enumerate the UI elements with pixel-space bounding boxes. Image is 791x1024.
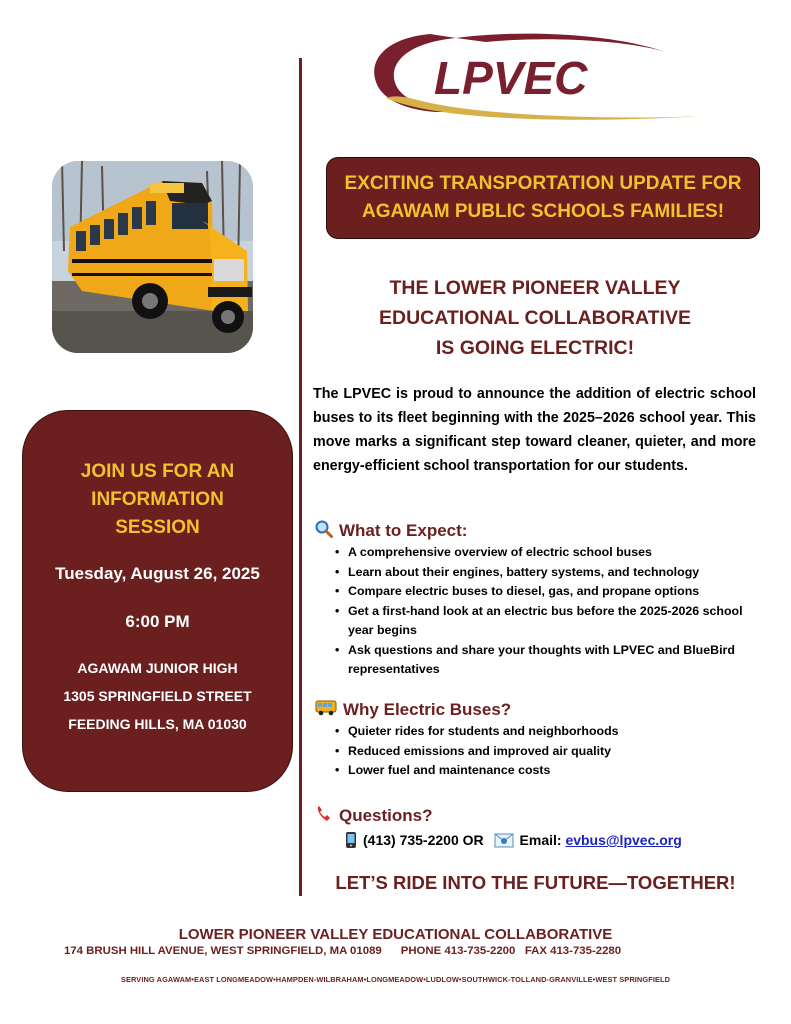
list-item: • Learn about their engines, battery systems, and technology: [334, 563, 764, 583]
school-bus-photo: [52, 161, 253, 353]
tagline: LET’S RIDE INTO THE FUTURE—TOGETHER!: [335, 872, 736, 893]
magnifier-icon: [315, 520, 333, 543]
title-line-2: EDUCATIONAL COLLABORATIVE: [379, 307, 691, 329]
main-title: [330, 273, 740, 363]
information-session-box: [22, 410, 293, 792]
bus-icon: [315, 700, 337, 721]
session-time: 6:00 PM: [125, 612, 190, 631]
questions-heading: [315, 805, 433, 828]
what-to-expect-heading: [315, 520, 467, 543]
session-city: FEEDING HILLS, MA 01030: [68, 716, 247, 732]
list-item: • Ask questions and share your thoughts with LPVEC and BlueBird representatives: [334, 641, 768, 680]
list-item: • Lower fuel and maintenance costs: [334, 761, 754, 781]
phone-icon: [315, 805, 333, 828]
list-item: • Quieter rides for students and neighborhoods: [334, 722, 754, 742]
list-item: • Reduced emissions and improved air quality: [334, 742, 754, 762]
list-item: • Get a first-hand look at an electric bus before the 2025-2026 school year begins: [334, 602, 758, 641]
lpvec-logo: [366, 28, 706, 123]
footer-address: 174 BRUSH HILL AVENUE, WEST SPRINGFIELD, MA 01089 PHONE 413-735-2200 FAX 413-735-2280: [64, 945, 622, 957]
session-street: 1305 SPRINGFIELD STREET: [63, 688, 252, 704]
footer-organization: LOWER PIONEER VALLEY EDUCATIONAL COLLABORATIVE: [178, 926, 613, 943]
title-line-3: IS GOING ELECTRIC!: [435, 337, 635, 359]
expect-list: [334, 543, 764, 680]
session-location-name: AGAWAM JUNIOR HIGH: [77, 660, 238, 676]
announcement-banner: [326, 157, 760, 239]
contact-line: [345, 831, 682, 852]
contact-phone: (413) 735-2200 OR: [363, 832, 484, 849]
logo-text: LPVEC: [434, 52, 588, 104]
intro-paragraph: The LPVEC is proud to announce the addition of electric school buses to its fleet beginning with the 2025–2026 school year. This move marks a significant step toward cleaner, quieter, and more energy-efficient school transportation for our students.: [313, 386, 756, 474]
envelope-icon: [494, 833, 514, 851]
expect-heading-text: What to Expect:: [339, 520, 468, 540]
list-item: • Compare electric buses to diesel, gas, and propane options: [334, 582, 764, 602]
questions-heading-text: Questions?: [339, 805, 433, 825]
info-session-heading: JOIN US FOR AN INFORMATION SESSION: [80, 461, 235, 538]
session-date: Tuesday, August 26, 2025: [55, 564, 260, 583]
mobile-phone-icon: [345, 831, 357, 852]
why-electric-heading: [315, 700, 511, 721]
list-item: • A comprehensive overview of electric school buses: [334, 543, 764, 563]
banner-line-1: EXCITING TRANSPORTATION UPDATE FOR: [344, 173, 742, 194]
footer-serving-towns: SERVING AGAWAM•EAST LONGMEADOW•HAMPDEN-WILBRAHAM•LONGMEADOW•LUDLOW•SOUTHWICK-TOLLAND-GRANVILLE•WEST SPRINGFIELD: [120, 975, 671, 984]
vertical-divider: [299, 58, 302, 896]
email-link[interactable]: evbus@lpvec.org: [565, 832, 682, 849]
title-line-1: THE LOWER PIONEER VALLEY: [389, 277, 681, 299]
why-heading-text: Why Electric Buses?: [343, 700, 512, 719]
banner-line-2: AGAWAM PUBLIC SCHOOLS FAMILIES!: [361, 201, 725, 222]
email-label: Email:: [519, 832, 562, 849]
why-list: [334, 722, 754, 781]
